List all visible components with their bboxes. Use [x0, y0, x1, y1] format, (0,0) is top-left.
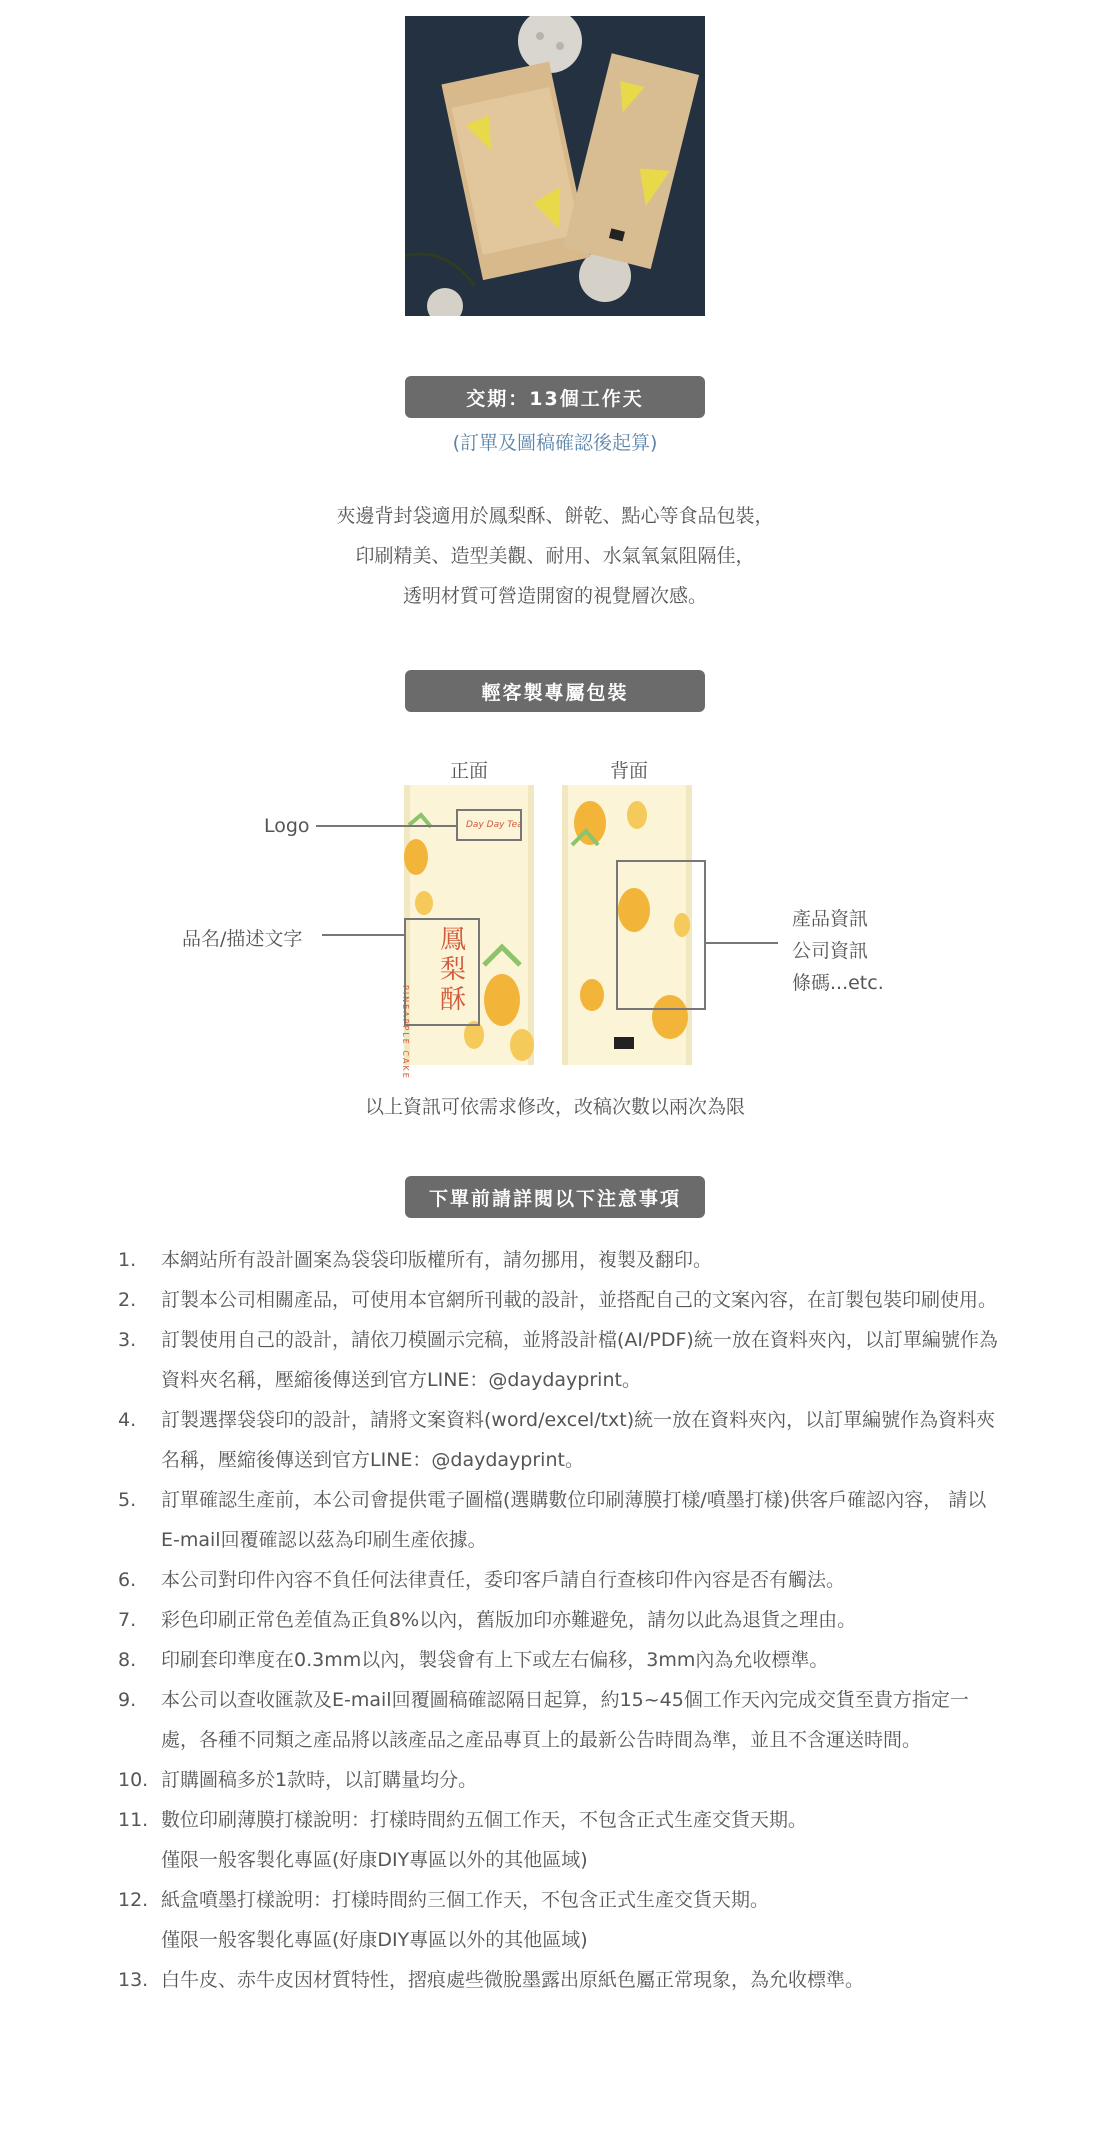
intro-line: 透明材質可營造開窗的視覺層次感。 [402, 585, 707, 607]
product-photo-icon [405, 16, 705, 316]
package-vertical-title: 鳳梨酥 [440, 925, 467, 1015]
item-text [161, 1880, 998, 1960]
list-item [118, 1560, 998, 1600]
logo-label: Logo [264, 815, 310, 837]
list-item [118, 1880, 998, 1960]
name-label: 品名/描述文字 [182, 928, 303, 950]
item-subnote: 僅限一般客製化專區(好康DIY專區以外的其他區域) [161, 1929, 588, 1951]
item-main: 紙盒噴墨打樣說明：打樣時間約三個工作天，不包含正式生產交貨天期。 [161, 1889, 770, 1911]
product-photo [405, 16, 705, 316]
item-text: 訂製使用自己的設計，請依刀模圖示完稿，並將設計檔(AI/PDF)統一放在資料夾內，以訂單編號作為資料夾名稱，壓縮後傳送到官方LINE：@daydayprint。 [161, 1329, 998, 1391]
item-number: 9. [118, 1689, 137, 1711]
item-text: 本公司對印件內容不負任何法律責任，委印客戶請自行查核印件內容是否有觸法。 [161, 1569, 846, 1591]
item-number: 11. [118, 1809, 149, 1831]
diagram-caption: 以上資訊可依需求修改，改稿次數以兩次為限 [364, 1096, 745, 1118]
item-text: 白牛皮、赤牛皮因材質特性，摺痕處些微脫墨露出原紙色屬正常現象，為允收標準。 [161, 1969, 865, 1991]
item-text: 印刷套印準度在0.3mm以內，製袋會有上下或左右偏移，3mm內為允收標準。 [161, 1649, 829, 1671]
list-item [118, 1240, 998, 1280]
item-number: 13. [118, 1969, 149, 1991]
item-number: 12. [118, 1889, 149, 1911]
delivery-note: (訂單及圖稿確認後起算) [452, 432, 658, 454]
back-label: 背面 [610, 760, 649, 782]
list-item [118, 1480, 998, 1560]
info-marker [616, 860, 706, 1010]
list-item [118, 1960, 998, 2000]
intro-text [0, 496, 1110, 616]
item-text: 訂製選擇袋袋印的設計，請將文案資料(word/excel/txt)統一放在資料夾內，以訂單編號作為資料夾名稱，壓縮後傳送到官方LINE：@daydayprint。 [161, 1409, 996, 1471]
notes-badge [405, 1176, 705, 1218]
item-subnote: 僅限一般客製化專區(好康DIY專區以外的其他區域) [161, 1849, 588, 1871]
info-leader [706, 942, 778, 944]
intro-line: 印刷精美、造型美觀、耐用、水氣氧氣阻隔佳， [355, 545, 755, 567]
item-number: 5. [118, 1489, 137, 1511]
list-item [118, 1760, 998, 1800]
list-item [118, 1600, 998, 1640]
item-number: 8. [118, 1649, 137, 1671]
item-main: 數位印刷薄膜打樣說明：打樣時間約五個工作天，不包含正式生產交貨天期。 [161, 1809, 808, 1831]
delivery-badge [405, 376, 705, 418]
name-leader [322, 934, 404, 936]
brand-mark: Day Day Tea [466, 820, 523, 830]
item-number: 4. [118, 1409, 137, 1431]
list-item [118, 1800, 998, 1880]
front-label: 正面 [450, 760, 489, 782]
item-text [161, 1800, 998, 1880]
info-line: 產品資訊 [792, 908, 869, 930]
package-en-title: PINEAPPLE CAKE [401, 985, 410, 1080]
item-text: 訂購圖稿多於1款時，以訂購量均分。 [161, 1769, 478, 1791]
logo-marker [456, 809, 522, 841]
item-text: 訂單確認生產前，本公司會提供電子圖檔(選購數位印刷薄膜打樣/噴墨打樣)供客戶確認內容， 請以E-mail回覆確認以茲為印刷生產依據。 [161, 1489, 987, 1551]
item-number: 2. [118, 1289, 137, 1311]
notes-list [118, 1240, 998, 2000]
item-number: 6. [118, 1569, 137, 1591]
item-text: 本公司以查收匯款及E-mail回覆圖稿確認隔日起算，約15~45個工作天內完成交貨至貴方指定一處，各種不同類之產品將以該產品之產品專頁上的最新公告時間為準，並且不含運送時間。 [161, 1689, 969, 1751]
list-item [118, 1320, 998, 1400]
custom-label: 輕客製專屬包裝 [481, 681, 629, 704]
item-number: 7. [118, 1609, 137, 1631]
list-item [118, 1400, 998, 1480]
item-text: 本網站所有設計圖案為袋袋印版權所有，請勿挪用，複製及翻印。 [161, 1249, 713, 1271]
list-item [118, 1640, 998, 1680]
item-text: 訂製本公司相關產品，可使用本官網所刊載的設計，並搭配自己的文案內容，在訂製包裝印刷使用。 [161, 1289, 998, 1311]
logo-leader [316, 825, 456, 827]
notes-label: 下單前請詳閱以下注意事項 [428, 1187, 681, 1210]
name-marker [404, 918, 480, 1026]
info-line: 條碼...etc. [792, 972, 884, 994]
item-number: 10. [118, 1769, 149, 1791]
intro-line: 夾邊背封袋適用於鳳梨酥、餅乾、點心等食品包裝， [336, 505, 774, 527]
item-number: 3. [118, 1329, 137, 1351]
info-line: 公司資訊 [792, 940, 869, 962]
delivery-label: 交期：13個工作天 [466, 387, 644, 410]
item-text: 彩色印刷正常色差值為正負8%以內，舊版加印亦難避免，請勿以此為退貨之理由。 [161, 1609, 857, 1631]
list-item [118, 1280, 998, 1320]
list-item [118, 1680, 998, 1760]
info-label [792, 903, 884, 999]
custom-badge [405, 670, 705, 712]
item-number: 1. [118, 1249, 137, 1271]
